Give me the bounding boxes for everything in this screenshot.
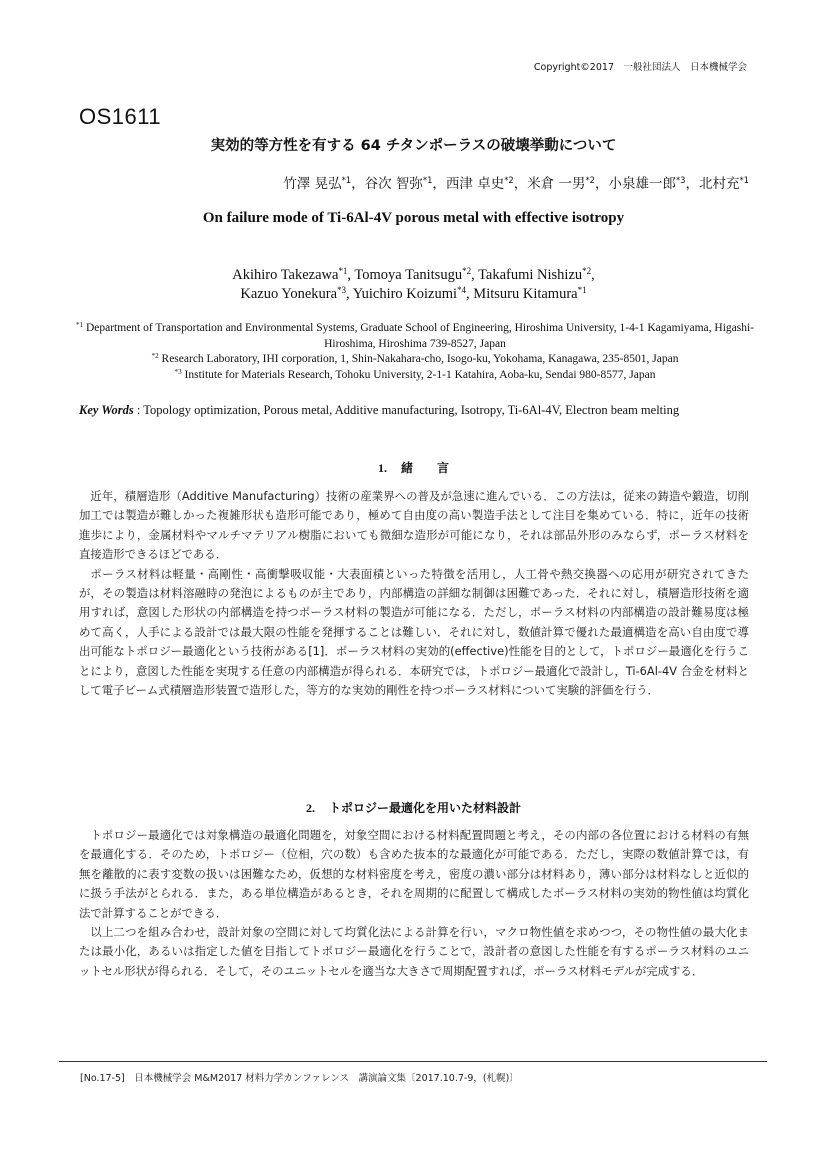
author-name: Yuichiro Koizumi [352,286,458,302]
author-name: Tomoya Tanitsugu [354,267,463,283]
section-title: 緒 言 [400,461,449,475]
section-heading-1 [0,459,827,476]
section-1-body [79,487,749,700]
author-separator: ， [432,176,446,192]
author-name: 北村充 [699,176,740,192]
author-affiliation-mark: *1 [422,175,433,186]
english-title: On failure mode of Ti-6Al-4V porous metal with effective isotropy [202,210,625,226]
author-affiliation-mark: *2 [504,175,514,186]
section-2-body [79,826,749,981]
author-name: Akihiro Takezawa [232,267,339,283]
author-name: 谷次 智弥 [364,176,423,192]
author-separator: ， [595,176,609,192]
affiliation-mark: *2 [151,352,159,361]
paragraph: ポーラス材料は軽量・高剛性・高衝撃吸収能・大表面積といった特徴を活用し，人工骨や熱交換器への応用が研究されてきたが，その製造は材料溶融時の発泡によるものが主であり，内部構造の詳細な制御は困難であった．それに対し，積層造形技術を適用すれば，意図した形状の内部構造を持つポーラス材料の製造が可能になる．ただし，ポーラス材料の内部構造の設計難易度は極めて高く，人手による設計では最大限の性能を発揮することは難しい．それに対し，数値計算で優れた最適構造を高い自由度で導出可能なトポロジー最適化という技術がある[1]．ポーラス材料の実効的(effective)性能を目的として，トポロジー最適化を行うことにより，意図した性能を実現する任意の内部構造が得られる．本研究では，トポロジー最適化で設計し，Ti-6Al-4V 合金を材料として電子ビーム式積層造形装置で造形した，等方的な実効的剛性を持つポーラス材料について実験的評価を行う． [79,566,749,698]
affiliation-text: Research Laboratory, IHI corporation, 1, Shin-Nakahara-cho, Isogo-ku, Yokohama, Kanagawa, 235-8501, Japan [158,353,679,365]
session-code: OS1611 [79,104,162,129]
affiliation [70,321,760,352]
footer-divider [59,1061,767,1062]
affiliation-text: Department of Transportation and Environmental Systems, Graduate School of Engineering, Hiroshima University, 1-4-1 Kagamiyama, Higashi-Hiroshima, Hiroshima 739-8527, Japan [83,322,755,350]
author-name: 小泉雄一郎 [608,176,676,192]
copyright-notice: Copyright©2017 一般社団法人 日本機械学会 [533,62,747,73]
author-affiliation-mark: *2 [582,266,592,277]
author-affiliation-mark: *4 [457,285,467,296]
section-title: トポロジー最適化を用いた材料設計 [328,801,521,815]
affiliation-mark: *1 [75,321,84,330]
author-separator: , [591,267,595,283]
paragraph: トポロジー最適化では対象構造の最適化問題を，対象空間における材料配置問題と考え，その内部の各位置における材料の有無を最適化する．そのため，トポロジー（位相，穴の数）も含めた抜本的な最適化が可能である．ただし，実際の数値計算では，有無を離散的に表す変数の扱いは困難なため，仮想的な材料密度を考え，密度の濃い部分は材料あり，薄い部分は材料なしと近似的に扱う手法がとられる．また，ある単位構造があるとき，それを周期的に配置して構成したポーラス材料の実効的物性値は均質化法で計算することができる． [79,828,749,920]
japanese-authors [283,172,749,192]
english-authors [0,266,827,304]
author-affiliation-mark: *3 [337,285,347,296]
author-separator: ， [351,176,365,192]
section-heading-2 [0,799,827,816]
paragraph: 以上二つを組み合わせ，設計対象の空間に対して均質化法による計算を行い，マクロ物性値を求めつつ，その物性値の最大化または最小化，あるいは指定した値を目指してトポロジー最適化を行うことで，設計者の意図した性能を有するポーラス材料のユニットセル形状が得られる．そして，そのユニットセルを適当な大きさで周期配置すれば，ポーラス材料モデルが完成する． [79,925,749,978]
keywords-text: : Topology optimization, Porous metal, Additive manufacturing, Isotropy, Ti-6Al-4V, Electron beam melting [133,403,680,417]
author-separator: , [471,267,479,283]
author-name: Kazuo Yonekura [240,286,338,302]
affiliation [70,352,760,368]
english-authors-line-1 [0,266,827,285]
author-name: Takafumi Nishizu [478,267,583,283]
english-authors-line-2 [0,285,827,304]
section-number: 1. [377,461,387,475]
author-affiliation-mark: *1 [338,266,348,277]
author-separator: , [466,286,474,302]
keywords-label: Key Words [79,403,134,417]
affiliation-mark: *3 [174,367,182,376]
author-affiliation-mark: *1 [341,175,352,186]
affiliation [70,368,760,384]
japanese-title: 実効的等方性を有する 64 チタンポーラスの破壊挙動について [210,138,617,154]
affiliation-text: Institute for Materials Research, Tohoku University, 2-1-1 Katahira, Aoba-ku, Sendai 980-8577, Japan [181,368,656,381]
author-name: 竹澤 晃弘 [283,176,342,192]
author-affiliation-mark: *2 [462,266,472,277]
paragraph: 近年，積層造形（Additive Manufacturing）技術の産業界への普及が急速に進んでいる．この方法は，従来の鋳造や鍛造，切削加工では製造が難しかった複雑形状も造形可能であり，極めて自由度の高い製造手法として注目を集めている．特に，近年の技術進歩により，金属材料やマルチマテリアル樹脂においても微細な造形が可能になり，それは部品外形のみならず，ポーラス材料を直接造形できるほどである． [79,489,749,562]
author-affiliation-mark: *2 [585,175,595,186]
affiliations [70,321,760,383]
footer-citation: [No.17-5] 日本機械学会 M&M2017 材料力学カンファレンス 講演論文集〔2017.10.7-9，(札幌)〕 [80,1073,519,1084]
author-affiliation-mark: *1 [739,175,749,186]
author-separator: , [347,267,355,283]
author-name: 西津 卓史 [445,176,505,192]
author-name: Mitsuru Kitamura [473,286,578,302]
author-affiliation-mark: *3 [676,175,686,186]
section-number: 2. [305,801,315,815]
author-separator: ， [685,176,699,192]
author-name: 米倉 一男 [527,176,586,192]
author-separator: , [346,286,353,302]
keywords [79,403,759,418]
author-affiliation-mark: *1 [577,285,587,296]
author-separator: ， [513,176,528,192]
